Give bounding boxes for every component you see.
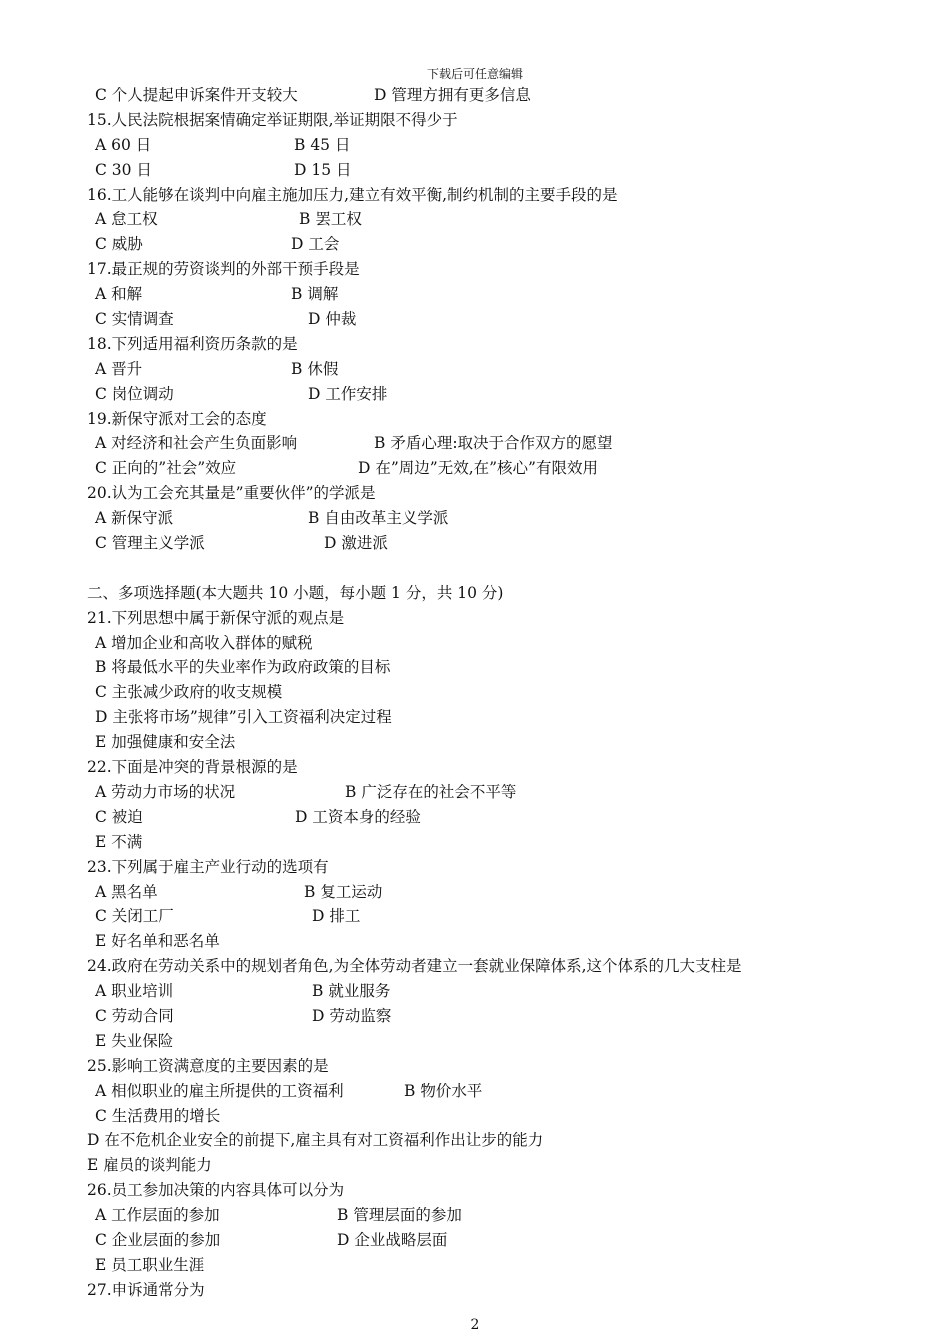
question-text: 23.下列属于雇主产业行动的选项有 xyxy=(87,857,329,876)
text-line xyxy=(0,1004,950,1029)
option-text: C 被迫 xyxy=(95,807,143,826)
text-line xyxy=(0,282,950,307)
option-text: A 对经济和社会产生负面影响 xyxy=(95,434,298,453)
text-line xyxy=(0,1128,950,1153)
text-line xyxy=(0,830,950,855)
option-text: A 60 日 xyxy=(95,135,152,154)
text-line xyxy=(0,904,950,929)
text-line xyxy=(0,805,950,830)
option-text: B 物价水平 xyxy=(404,1081,483,1100)
text-line xyxy=(0,257,950,282)
option-text: D 主张将市场”规律”引入工资福利决定过程 xyxy=(95,708,392,727)
option-text: D 在”周边”无效,在”核心”有限效用 xyxy=(358,459,598,478)
question-text: 18.下列适用福利资历条款的是 xyxy=(87,334,298,353)
question-text: 22.下面是冲突的背景根源的是 xyxy=(87,758,298,777)
option-text: A 和解 xyxy=(95,285,143,304)
option-text: D 管理方拥有更多信息 xyxy=(374,86,531,104)
option-text: A 劳动力市场的状况 xyxy=(95,782,236,801)
option-text: B 休假 xyxy=(291,359,339,378)
option-text: A 增加企业和高收入群体的赋税 xyxy=(95,633,313,652)
text-line xyxy=(0,481,950,506)
option-text: E 员工职业生涯 xyxy=(95,1255,205,1274)
text-line xyxy=(0,531,950,556)
text-line xyxy=(0,730,950,755)
option-text: C 正向的”社会”效应 xyxy=(95,459,237,478)
option-text: C 个人提起申诉案件开支较大 xyxy=(95,86,298,104)
option-text: C 实情调查 xyxy=(95,310,174,329)
text-line xyxy=(0,1253,950,1278)
option-text: C 主张减少政府的收支规模 xyxy=(95,683,283,702)
text-line xyxy=(0,133,950,158)
option-text: B 就业服务 xyxy=(312,982,391,1001)
text-line xyxy=(0,755,950,780)
question-text: 27.申诉通常分为 xyxy=(87,1280,205,1299)
text-line xyxy=(0,1104,950,1129)
question-text: 16.工人能够在谈判中向雇主施加压力,建立有效平衡,制约机制的主要手段的是 xyxy=(87,185,618,204)
option-text: A 黑名单 xyxy=(95,882,158,901)
text-line xyxy=(0,1228,950,1253)
option-text: C 企业层面的参加 xyxy=(95,1230,221,1249)
option-text: B 45 日 xyxy=(294,135,351,154)
text-line xyxy=(0,880,950,905)
question-text: D 在不危机企业安全的前提下,雇主具有对工资福利作出让步的能力 xyxy=(87,1131,544,1150)
option-text: A 晋升 xyxy=(95,359,143,378)
option-text: C 岗位调动 xyxy=(95,384,174,403)
option-text: E 失业保险 xyxy=(95,1031,174,1050)
text-line xyxy=(0,332,950,357)
text-line xyxy=(0,1054,950,1079)
question-text: 二、多项选择题(本大题共 10 小题，每小题 1 分，共 10 分) xyxy=(87,583,504,602)
option-text: D 劳动监察 xyxy=(312,1006,392,1025)
text-line xyxy=(0,407,950,432)
option-text: B 广泛存在的社会不平等 xyxy=(345,782,517,801)
text-line xyxy=(0,382,950,407)
option-text: C 30 日 xyxy=(95,160,152,179)
page-number: 2 xyxy=(470,1317,480,1333)
option-text: B 罢工权 xyxy=(299,210,362,229)
text-line xyxy=(0,979,950,1004)
text-line xyxy=(0,631,950,656)
text-line xyxy=(0,780,950,805)
text-line xyxy=(0,1178,950,1203)
text-line xyxy=(0,954,950,979)
option-text: D 激进派 xyxy=(324,534,388,553)
text-line xyxy=(0,1203,950,1228)
text-line xyxy=(0,929,950,954)
text-line xyxy=(0,83,950,108)
text-line xyxy=(0,431,950,456)
option-text: E 不满 xyxy=(95,832,143,851)
option-text: A 相似职业的雇主所提供的工资福利 xyxy=(95,1081,344,1100)
option-text: C 管理主义学派 xyxy=(95,534,205,553)
question-text: 19.新保守派对工会的态度 xyxy=(87,409,267,428)
option-text: B 复工运动 xyxy=(304,882,383,901)
text-line xyxy=(0,183,950,208)
option-text: E 好名单和恶名单 xyxy=(95,932,220,951)
text-line xyxy=(0,1079,950,1104)
text-line xyxy=(0,357,950,382)
text-line xyxy=(0,307,950,332)
option-text: A 怠工权 xyxy=(95,210,158,229)
text-line xyxy=(0,1278,950,1303)
option-text: D 工作安排 xyxy=(308,384,388,403)
question-text: 24.政府在劳动关系中的规划者角色,为全体劳动者建立一套就业保障体系,这个体系的几大支柱是 xyxy=(87,957,742,976)
option-text: B 管理层面的参加 xyxy=(337,1206,462,1225)
text-line xyxy=(0,108,950,133)
text-line xyxy=(0,207,950,232)
option-text: B 矛盾心理:取决于合作双方的愿望 xyxy=(374,434,613,453)
text-line xyxy=(0,1029,950,1054)
text-line xyxy=(0,158,950,183)
text-line xyxy=(0,606,950,631)
option-text: C 生活费用的增长 xyxy=(95,1106,221,1125)
text-line xyxy=(0,1153,950,1178)
option-text: D 15 日 xyxy=(294,160,352,179)
text-line xyxy=(0,232,950,257)
option-text: D 工资本身的经验 xyxy=(295,807,421,826)
question-text: 15.人民法院根据案情确定举证期限,举证期限不得少于 xyxy=(87,110,458,129)
question-text: 17.最正规的劳资谈判的外部干预手段是 xyxy=(87,260,360,279)
question-text: 25.影响工资满意度的主要因素的是 xyxy=(87,1056,329,1075)
question-text: 21.下列思想中属于新保守派的观点是 xyxy=(87,608,345,627)
question-text: 26.员工参加决策的内容具体可以分为 xyxy=(87,1181,345,1200)
option-text: B 将最低水平的失业率作为政府政策的目标 xyxy=(95,658,391,677)
text-line xyxy=(0,655,950,680)
text-line xyxy=(0,456,950,481)
page-header: 下载后可任意编辑 xyxy=(426,67,523,81)
option-text: C 劳动合同 xyxy=(95,1006,174,1025)
text-line xyxy=(0,556,950,581)
option-text: A 工作层面的参加 xyxy=(95,1206,220,1225)
text-line xyxy=(0,855,950,880)
option-text: B 调解 xyxy=(291,285,339,304)
option-text: A 职业培训 xyxy=(95,982,174,1001)
option-text: B 自由改革主义学派 xyxy=(308,509,449,528)
document-body xyxy=(0,83,950,1303)
text-line xyxy=(0,506,950,531)
question-text: 20.认为工会充其量是”重要伙伴”的学派是 xyxy=(87,484,376,503)
option-text: E 加强健康和安全法 xyxy=(95,733,236,752)
option-text: D 仲裁 xyxy=(308,310,357,329)
option-text: D 排工 xyxy=(312,907,361,926)
option-text: C 关闭工厂 xyxy=(95,907,174,926)
option-text: C 威胁 xyxy=(95,235,143,254)
question-text: E 雇员的谈判能力 xyxy=(87,1156,212,1175)
text-line xyxy=(0,581,950,606)
option-text: A 新保守派 xyxy=(95,509,174,528)
text-line xyxy=(0,705,950,730)
text-line xyxy=(0,680,950,705)
option-text: D 企业战略层面 xyxy=(337,1230,448,1249)
option-text: D 工会 xyxy=(291,235,340,254)
